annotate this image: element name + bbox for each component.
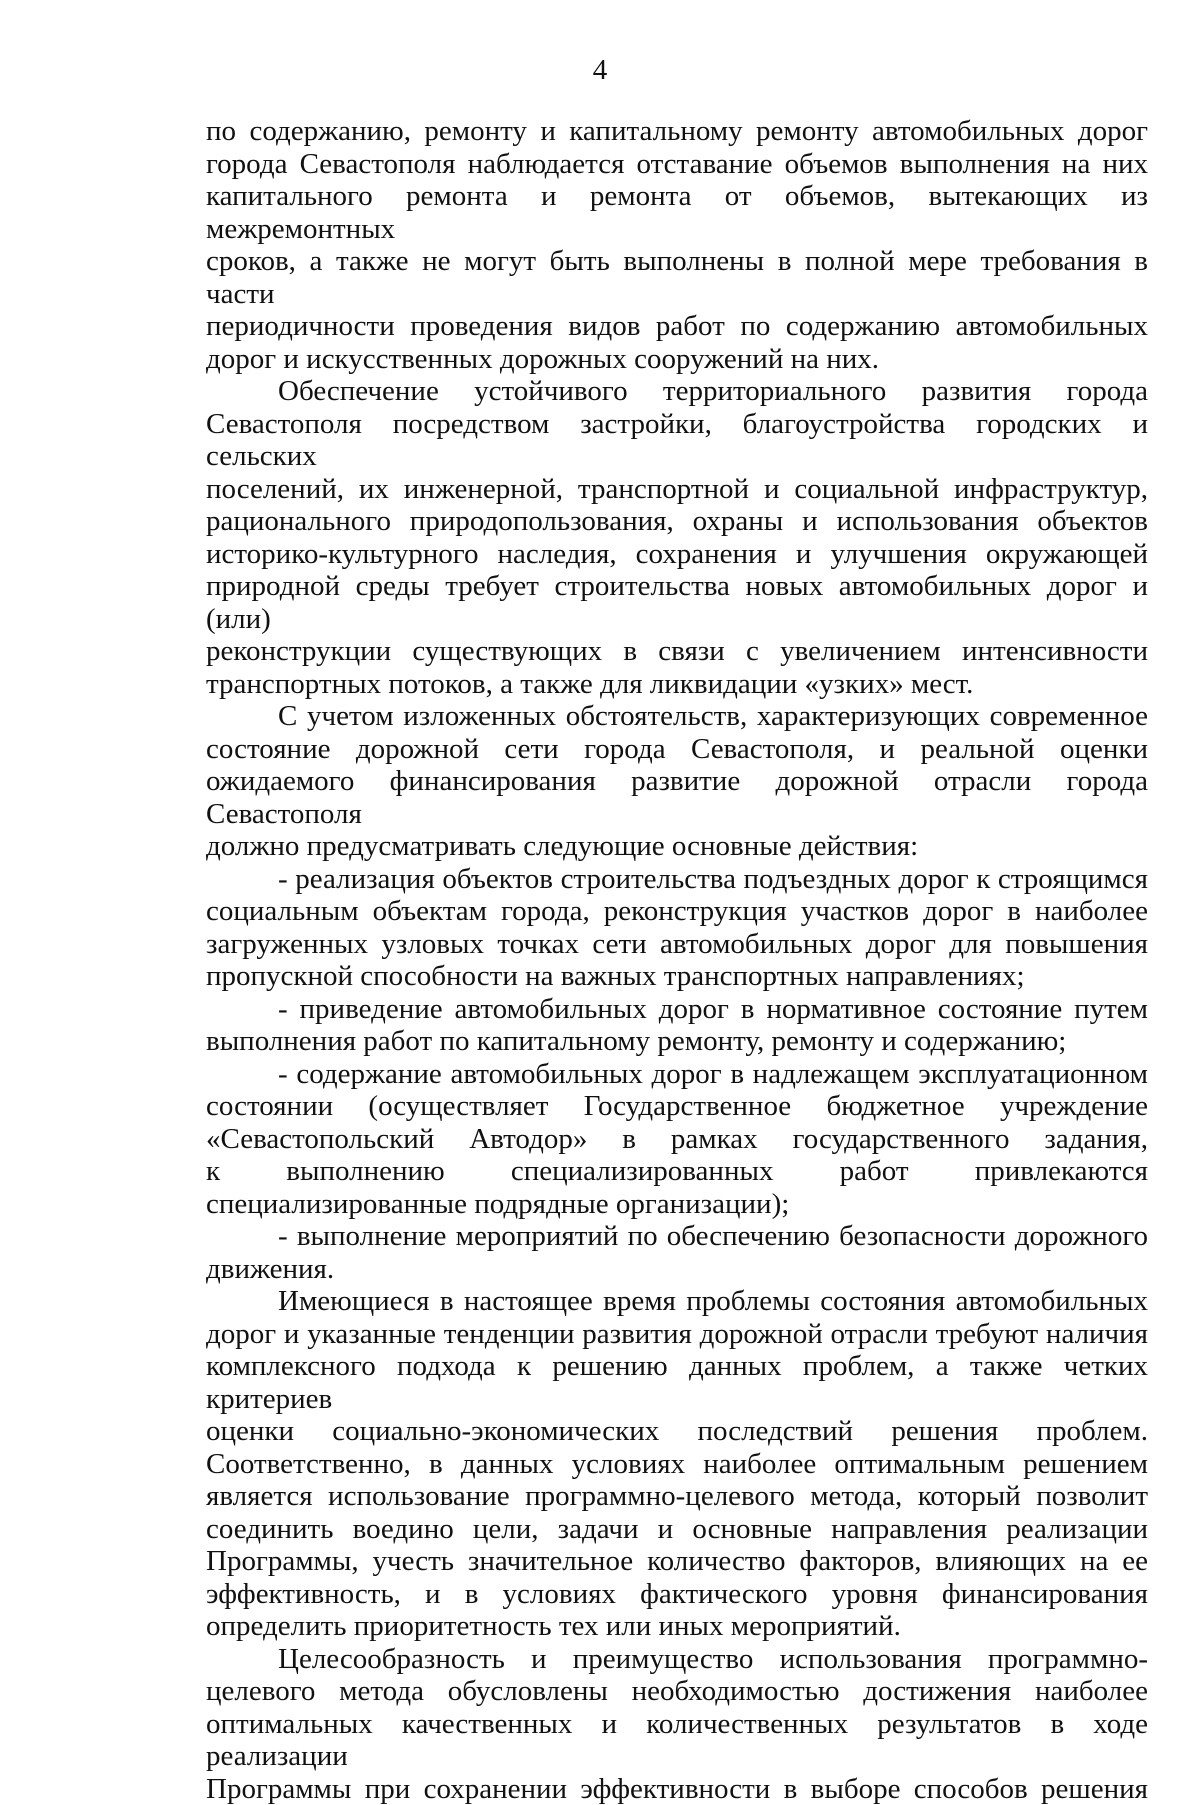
document-body [206,115,1148,1805]
text-line: - выполнение мероприятий по обеспечению безопасности дорожного [206,1220,1148,1253]
text-line: определить приоритетность тех или иных мероприятий. [206,1610,1148,1643]
paragraph [206,1058,1148,1221]
text-line: поселений, их инженерной, транспортной и социальной инфраструктур, [206,473,1148,506]
text-line: по содержанию, ремонту и капитальному ремонту автомобильных дорог [206,115,1148,148]
text-line: - приведение автомобильных дорог в нормативное состояние путем [206,993,1148,1026]
text-line: историко-культурного наследия, сохранения и улучшения окружающей [206,538,1148,571]
paragraph [206,115,1148,375]
paragraph [206,1643,1148,1805]
text-line: Программы при сохранении эффективности в выборе способов решения [206,1773,1148,1805]
paragraph [206,700,1148,863]
text-line: дорог и указанные тенденции развития дорожной отрасли требуют наличия [206,1318,1148,1351]
text-line: Севастополя посредством застройки, благоустройства городских и сельских [206,408,1148,473]
text-line: периодичности проведения видов работ по содержанию автомобильных [206,310,1148,343]
text-line: капитального ремонта и ремонта от объемов, вытекающих из межремонтных [206,180,1148,245]
text-line: движения. [206,1253,1148,1286]
paragraph [206,993,1148,1058]
text-line: Целесообразность и преимущество использования программно- [206,1643,1148,1676]
text-line: природной среды требует строительства новых автомобильных дорог и (или) [206,570,1148,635]
text-line: С учетом изложенных обстоятельств, характеризующих современное [206,700,1148,733]
text-line: транспортных потоков, а также для ликвидации «узких» мест. [206,668,1148,701]
text-line: выполнения работ по капитальному ремонту, ремонту и содержанию; [206,1025,1148,1058]
text-line: должно предусматривать следующие основные действия: [206,830,1148,863]
text-line: Обеспечение устойчивого территориального развития города [206,375,1148,408]
text-line: города Севастополя наблюдается отставание объемов выполнения на них [206,148,1148,181]
text-line: оценки социально-экономических последствий решения проблем. [206,1415,1148,1448]
text-line: пропускной способности на важных транспортных направлениях; [206,960,1148,993]
text-line: рационального природопользования, охраны и использования объектов [206,505,1148,538]
text-line: «Севастопольский Автодор» в рамках государственного задания, [206,1123,1148,1156]
page-number: 4 [0,54,1200,86]
text-line: состоянии (осуществляет Государственное бюджетное учреждение [206,1090,1148,1123]
text-line: - реализация объектов строительства подъездных дорог к строящимся [206,863,1148,896]
paragraph [206,375,1148,700]
paragraph [206,1285,1148,1643]
text-line: загруженных узловых точках сети автомобильных дорог для повышения [206,928,1148,961]
text-line: дорог и искусственных дорожных сооружений на них. [206,343,1148,376]
text-line: состояние дорожной сети города Севастополя, и реальной оценки [206,733,1148,766]
text-line: специализированные подрядные организации); [206,1188,1148,1221]
paragraph [206,1220,1148,1285]
text-line: реконструкции существующих в связи с увеличением интенсивности [206,635,1148,668]
text-line: к выполнению специализированных работ привлекаются [206,1155,1148,1188]
text-line: Соответственно, в данных условиях наиболее оптимальным решением [206,1448,1148,1481]
text-line: социальным объектам города, реконструкция участков дорог в наиболее [206,895,1148,928]
text-line: комплексного подхода к решению данных проблем, а также четких критериев [206,1350,1148,1415]
paragraph [206,863,1148,993]
text-line: Имеющиеся в настоящее время проблемы состояния автомобильных [206,1285,1148,1318]
text-line: целевого метода обусловлены необходимостью достижения наиболее [206,1675,1148,1708]
text-line: соединить воедино цели, задачи и основные направления реализации [206,1513,1148,1546]
text-line: ожидаемого финансирования развитие дорожной отрасли города Севастополя [206,765,1148,830]
text-line: - содержание автомобильных дорог в надлежащем эксплуатационном [206,1058,1148,1091]
text-line: оптимальных качественных и количественных результатов в ходе реализации [206,1708,1148,1773]
text-line: эффективность, и в условиях фактического уровня финансирования [206,1578,1148,1611]
text-line: сроков, а также не могут быть выполнены в полной мере требования в части [206,245,1148,310]
text-line: является использование программно-целевого метода, который позволит [206,1480,1148,1513]
text-line: Программы, учесть значительное количество факторов, влияющих на ее [206,1545,1148,1578]
